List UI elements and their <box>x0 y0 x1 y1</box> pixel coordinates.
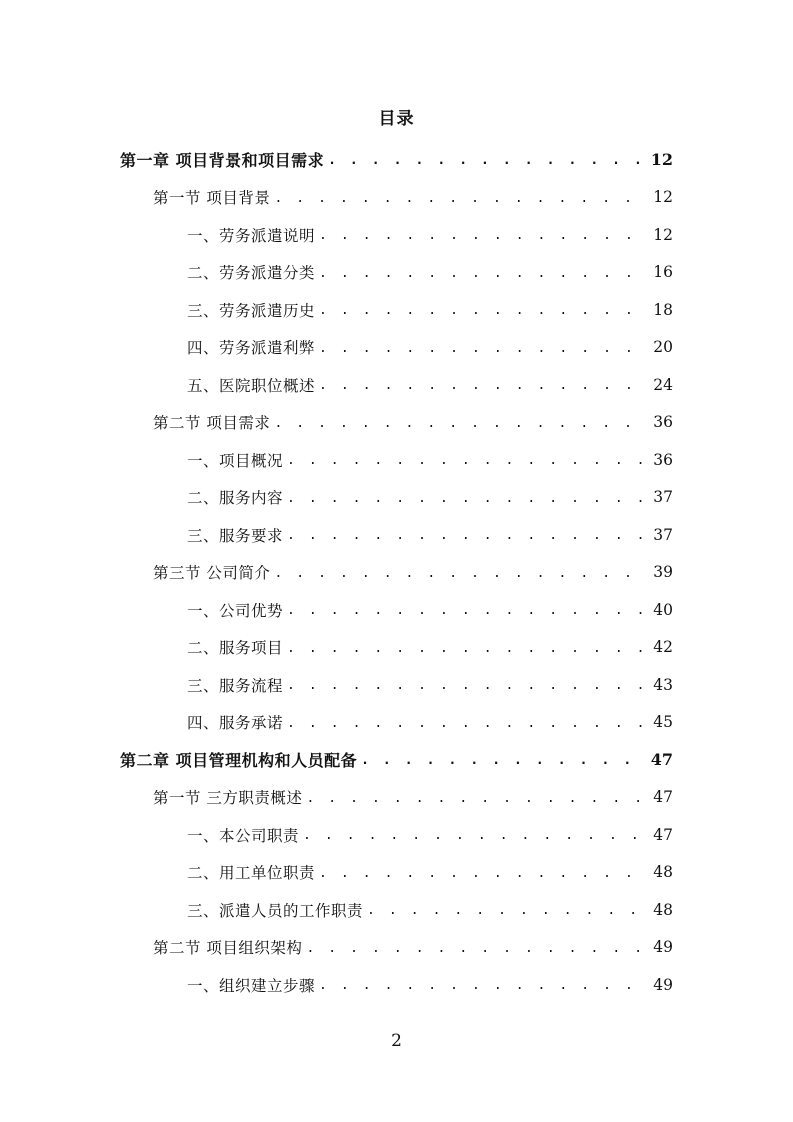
toc-dot-leader <box>287 453 649 468</box>
toc-section-entry[interactable] <box>0 404 793 442</box>
toc-dot-leader <box>287 716 649 731</box>
toc-entry-page: 36 <box>653 450 673 469</box>
toc-dot-leader <box>303 828 649 843</box>
toc-subsection-entry[interactable] <box>0 441 793 479</box>
toc-subsection-entry[interactable] <box>0 816 793 854</box>
toc-entry-label: 三、派遣人员的工作职责 <box>187 901 364 920</box>
toc-entry-page: 37 <box>653 525 673 544</box>
toc-entry-label: 四、服务承诺 <box>187 714 284 733</box>
toc-dot-leader <box>306 791 649 806</box>
toc-entry-page: 45 <box>653 713 673 732</box>
toc-entry-page: 37 <box>653 488 673 507</box>
toc-dot-leader <box>319 866 649 881</box>
toc-entry-page: 42 <box>653 638 673 657</box>
toc-list <box>0 141 793 1004</box>
toc-entry-page: 36 <box>653 413 673 432</box>
toc-subsection-entry[interactable] <box>0 254 793 292</box>
toc-dot-leader <box>287 678 649 693</box>
toc-entry-label: 二、劳务派遣分类 <box>187 264 316 283</box>
toc-section-entry[interactable] <box>0 929 793 967</box>
toc-entry-page: 48 <box>653 863 673 882</box>
toc-entry-label: 一、组织建立步骤 <box>187 976 316 995</box>
toc-dot-leader <box>287 528 649 543</box>
toc-dot-leader <box>287 641 649 656</box>
toc-entry-label: 二、用工单位职责 <box>187 864 316 883</box>
toc-entry-label: 第三节 公司简介 <box>153 564 271 583</box>
toc-dot-leader <box>319 978 649 993</box>
toc-dot-leader <box>361 753 647 768</box>
toc-entry-label: 一、项目概况 <box>187 451 284 470</box>
toc-entry-page: 12 <box>653 225 673 244</box>
toc-entry-label: 一、劳务派遣说明 <box>187 226 316 245</box>
toc-entry-label: 三、劳务派遣历史 <box>187 301 316 320</box>
toc-entry-label: 第二节 项目需求 <box>153 414 271 433</box>
toc-subsection-entry[interactable] <box>0 666 793 704</box>
toc-entry-label: 第一节 三方职责概述 <box>153 789 303 808</box>
toc-dot-leader <box>274 566 649 581</box>
toc-dot-leader <box>287 491 649 506</box>
toc-entry-label: 一、公司优势 <box>187 601 284 620</box>
toc-subsection-entry[interactable] <box>0 291 793 329</box>
toc-entry-page: 12 <box>653 188 673 207</box>
toc-entry-page: 48 <box>653 900 673 919</box>
toc-entry-label: 第二章 项目管理机构和人员配备 <box>120 751 358 771</box>
toc-dot-leader <box>319 303 649 318</box>
toc-section-entry[interactable] <box>0 179 793 217</box>
toc-entry-page: 47 <box>650 750 673 770</box>
toc-dot-leader <box>319 378 649 393</box>
toc-entry-page: 49 <box>653 938 673 957</box>
toc-entry-label: 五、医院职位概述 <box>187 376 316 395</box>
toc-entry-label: 三、服务要求 <box>187 526 284 545</box>
toc-entry-page: 39 <box>653 563 673 582</box>
toc-entry-page: 43 <box>653 675 673 694</box>
toc-entry-label: 第一章 项目背景和项目需求 <box>120 151 325 171</box>
page-number: 2 <box>391 1031 402 1051</box>
toc-dot-leader <box>328 153 647 168</box>
toc-entry-page: 49 <box>653 975 673 994</box>
toc-dot-leader <box>287 603 649 618</box>
toc-dot-leader <box>319 341 649 356</box>
toc-subsection-entry[interactable] <box>0 216 793 254</box>
toc-entry-label: 一、本公司职责 <box>187 826 300 845</box>
toc-chapter-entry[interactable] <box>0 141 793 179</box>
toc-subsection-entry[interactable] <box>0 366 793 404</box>
toc-subsection-entry[interactable] <box>0 591 793 629</box>
toc-section-entry[interactable] <box>0 554 793 592</box>
toc-entry-label: 三、服务流程 <box>187 676 284 695</box>
toc-entry-page: 12 <box>650 150 673 170</box>
toc-subsection-entry[interactable] <box>0 629 793 667</box>
toc-dot-leader <box>274 416 649 431</box>
toc-entry-page: 20 <box>653 338 673 357</box>
toc-subsection-entry[interactable] <box>0 891 793 929</box>
toc-entry-page: 24 <box>653 375 673 394</box>
toc-entry-page: 47 <box>653 825 673 844</box>
toc-entry-label: 二、服务内容 <box>187 489 284 508</box>
toc-section-entry[interactable] <box>0 779 793 817</box>
toc-entry-label: 第一节 项目背景 <box>153 189 271 208</box>
toc-entry-page: 18 <box>653 300 673 319</box>
toc-subsection-entry[interactable] <box>0 329 793 367</box>
toc-dot-leader <box>319 228 649 243</box>
toc-subsection-entry[interactable] <box>0 516 793 554</box>
toc-entry-page: 40 <box>653 600 673 619</box>
toc-entry-label: 第二节 项目组织架构 <box>153 939 303 958</box>
toc-subsection-entry[interactable] <box>0 854 793 892</box>
toc-dot-leader <box>306 941 649 956</box>
toc-subsection-entry[interactable] <box>0 704 793 742</box>
toc-entry-label: 二、服务项目 <box>187 639 284 658</box>
toc-entry-label: 四、劳务派遣利弊 <box>187 339 316 358</box>
toc-chapter-entry[interactable] <box>0 741 793 779</box>
toc-dot-leader <box>367 903 649 918</box>
toc-title: 目录 <box>378 109 415 129</box>
toc-subsection-entry[interactable] <box>0 966 793 1004</box>
toc-dot-leader <box>319 266 649 281</box>
toc-entry-page: 47 <box>653 788 673 807</box>
toc-dot-leader <box>274 191 649 206</box>
toc-subsection-entry[interactable] <box>0 479 793 517</box>
toc-entry-page: 16 <box>653 263 673 282</box>
